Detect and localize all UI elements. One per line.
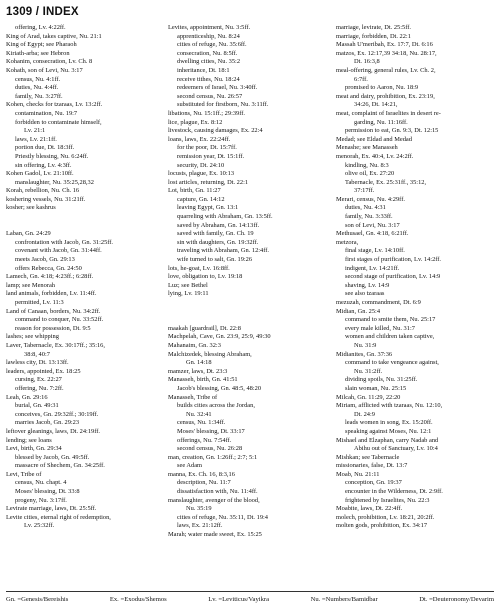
index-entry: Nu. 35:19: [186, 505, 212, 513]
index-entry: Kohen Gadol, Lv. 21:10ff.: [6, 170, 74, 178]
footer-divider: [6, 591, 494, 592]
index-entry: missionaries, false, Dt. 13:7: [336, 462, 408, 470]
index-entry: dwelling cities, Nu. 35:2: [177, 58, 241, 66]
index-entry: lashes; see whipping: [6, 333, 59, 341]
index-entry: portion due, Dt. 18:3ff.: [15, 144, 75, 152]
index-entry: Nu. 31:9: [354, 341, 377, 349]
index-entry: lending; see loans: [6, 436, 52, 444]
index-entry: Nu. 31:2ff.: [354, 367, 383, 375]
index-entry: wife turned to salt, Gn. 19:26: [177, 256, 253, 264]
index-entry: love, obligation to, Lv. 19:18: [168, 273, 243, 281]
section-gap: [168, 316, 332, 325]
index-entry: manslaughter, Nu. 35:25,28,32: [15, 178, 94, 186]
index-entry: Methusael, Gn. 4:18, 6:21ff.: [336, 230, 409, 238]
index-entry: traveling with Abraham, Gn. 12:4ff.: [177, 247, 269, 255]
index-entry: speaking against Moses, Nu. 12:1: [345, 427, 432, 435]
index-entry: shaving, Lv. 14:9: [345, 281, 390, 289]
index-entry: Leah, Gn. 29:16: [6, 393, 48, 401]
index-entry: final stage, Lv. 14:10ff.: [345, 247, 405, 255]
index-entry: conceives, Gn. 29:32ff.; 30:19ff.: [15, 410, 99, 418]
index-entry: loans, laws, Ex. 22:24ff.: [168, 135, 231, 143]
index-entry: command to smite them, Nu. 25:17: [345, 316, 436, 324]
index-entry: cities of refuge, Nu. 35:11, Dt. 19:4: [177, 513, 268, 521]
legend-genesis: Gn. =Genesis/Bereishis: [6, 596, 69, 603]
index-entry: substituted for firstborn, Nu. 3:11ff.: [177, 101, 269, 109]
index-entry: command to take vengeance against,: [345, 359, 439, 367]
index-entry: conception, Gn. 19:37: [345, 479, 402, 487]
index-entry: slain woman, Nu. 25:15: [345, 384, 407, 392]
index-entry: manna, Ex. Ch. 16, 8:3,16: [168, 470, 235, 478]
index-entry: Tabernacle, Ex. 25:31ff., 35:12,: [345, 178, 427, 186]
index-entry: Lv. 21:1: [24, 127, 46, 135]
index-entry: frightened by Israelites, Nu. 22:3: [345, 496, 430, 504]
index-entry: forbidden to contaminate himself,: [15, 118, 102, 126]
index-entry: reason for possession, Dt. 9:5: [15, 324, 91, 332]
index-entry: kindling, Nu. 8:3: [345, 161, 389, 169]
section-gap: [6, 222, 164, 231]
index-entry: Priestly blessing, Nu. 6:24ff.: [15, 152, 89, 160]
index-entry: lying, Lv. 19:11: [168, 290, 209, 298]
index-entry: capture, Gn. 14:12: [177, 195, 225, 203]
index-entry: Mishael and Elzaphan, carry Nadab and: [336, 436, 439, 444]
index-entry: progeny, Nu. 3:17ff.: [15, 496, 67, 504]
index-entry: Levites, appointment, Nu. 3:5ff.: [168, 24, 251, 31]
index-entry: see also tzaraas: [345, 290, 385, 298]
index-entry: Nu. 32:41: [186, 410, 212, 418]
index-entry: blessed by Jacob, Gn. 49:5ff.: [15, 453, 90, 461]
index-entry: dividing spoils, Nu. 31:25ff.: [345, 376, 418, 384]
index-entry: molech, prohibition, Lv. 18:21, 20:2ff.: [336, 513, 435, 521]
index-entry: contamination, Nu. 19:7: [15, 109, 78, 117]
index-entry: permitted, Lv. 11:3: [15, 299, 64, 306]
index-entry: offers Rebecca, Gn. 24:50: [15, 264, 82, 272]
index-entry: lost articles, returning, Dt. 22:1: [168, 178, 249, 186]
index-entry: receive tithes, Nu. 18:24: [177, 75, 240, 83]
index-entry: leaders, appointed, Ex. 18:25: [6, 367, 81, 375]
index-entry: Manasseh, birth, Gn. 41:51: [168, 376, 238, 384]
index-entry: Luz; see Bethel: [168, 281, 208, 289]
index-entry: redeemers of Israel, Nu. 3:40ff.: [177, 84, 258, 92]
page-header: 1309 / INDEX: [6, 6, 79, 18]
index-entry: Kohanim, consecration, Lv. Ch. 8: [6, 58, 93, 66]
index-entry: man, creation, Gn. 1:26ff.; 2:7; 5:1: [168, 453, 258, 461]
index-entry: census, Nu. chapt. 4: [15, 479, 67, 487]
index-entry: see Adam: [177, 462, 203, 470]
index-entry: Lv. 25:32ff.: [24, 522, 55, 530]
index-entry: Moabite, laws, Dt. 22:4ff.: [336, 505, 403, 513]
index-entry: meets Jacob, Gn. 29:13: [15, 256, 75, 264]
index-entry: 34:26, Dt. 14:21,: [354, 101, 398, 109]
index-entry: second census, Nu. 26:57: [177, 92, 243, 100]
index-entry: Levirate marriage, laws, Dt. 25:5ff.: [6, 505, 97, 513]
index-entry: first stages of purification, Lv. 14:2ff.: [345, 256, 442, 264]
legend-leviticus: Lv. =Leviticus/Vayikra: [208, 596, 270, 603]
abbreviation-legend: [6, 595, 494, 604]
index-entry: family, Nu. 3:27ff.: [15, 92, 63, 100]
index-entry: Mishkan; see Tabernacle: [336, 453, 400, 461]
index-entry: lots, he-goat, Lv. 16:8ff.: [168, 264, 230, 272]
index-entry: Levi, Tribe of: [6, 470, 42, 478]
index-entry: Merari, census, Nu. 4:29ff.: [336, 195, 405, 203]
index-entry: cities of refuge, Nu. 35:6ff.: [177, 41, 247, 49]
index-entry: leaving Egypt, Gn. 13:1: [177, 204, 239, 212]
index-entry: Moab, Nu. 21:11: [336, 470, 380, 478]
index-entry: Laver, Tabernacle, Ex. 30:17ff.; 35:16,: [6, 341, 105, 349]
index-entry: Lot, birth, Gn. 11:27: [168, 187, 221, 195]
index-entry: mezuzah, commandment, Dt. 6:9: [336, 299, 421, 306]
index-entry: saved with family, Gn. Ch. 19: [177, 230, 254, 238]
index-entry: massacre of Shechem, Gn. 34:25ff.: [15, 462, 105, 470]
index-entry: garding, Nu. 11:16ff.: [354, 118, 408, 126]
index-entry: Kohen, checks for tzaraas, Lv. 13:2ff.: [6, 101, 103, 109]
index-entry: son of Levi, Nu. 3:17: [345, 221, 400, 229]
index-entry: census, Nu. 4:1ff.: [15, 75, 61, 83]
index-column-2: [168, 24, 332, 584]
index-entry: indigent, Lv. 14:21ff.: [345, 264, 400, 272]
index-entry: meal-offering, general rules, Lv. Ch. 2,: [336, 66, 436, 74]
index-entry: laws, Lv. 21:1ff.: [15, 135, 57, 143]
index-entry: Miriam, afflicted with tzaraas, Nu. 12:10,: [336, 402, 443, 410]
index-entry: Malchizedek, blessing Abraham,: [168, 350, 252, 358]
index-entry: manslaughter, avenger of the blood,: [168, 496, 260, 504]
index-entry: burial, Gn. 49:31: [15, 402, 59, 410]
index-entry: kosher; see kashrus: [6, 204, 56, 212]
index-entry: encounter in the Wilderness, Dt. 2:9ff.: [345, 488, 443, 496]
index-columns: [6, 24, 496, 584]
section-gap: [168, 308, 332, 317]
index-entry: description, Nu. 11:7: [177, 479, 231, 487]
index-entry: quarreling with Abraham, Gn. 13:5ff.: [177, 213, 273, 221]
index-entry: remission year, Dt. 15:1ff.: [177, 152, 245, 160]
index-entry: Moses' blessing, Dt. 33:8: [15, 488, 80, 496]
index-entry: menorah, Ex. 40:4, Lv. 24:2ff.: [336, 152, 414, 160]
index-entry: lawless city, Dt. 13:13ff.: [6, 359, 69, 367]
index-entry: cursing, Ex. 22:27: [15, 376, 62, 384]
index-entry: King of Egypt; see Pharaoh: [6, 41, 77, 49]
index-entry: duties, Nu. 4:4ff.: [15, 84, 59, 92]
index-column-3: [336, 24, 498, 584]
index-entry: koshering vessels, Nu. 31:21ff.: [6, 195, 86, 203]
index-entry: command to conquer, Nu. 33:52ff.: [15, 316, 104, 324]
index-entry: Milcah, Gn. 11:29, 22:20: [336, 393, 401, 401]
index-entry: meat and dairy, prohibition, Ex. 23:19,: [336, 92, 435, 100]
index-entry: Marah; water made sweet, Ex. 15:25: [168, 531, 262, 539]
index-entry: maakah [guardrail], Dt. 22:8: [168, 324, 241, 332]
index-entry: livestock, causing damages, Ex. 22:4: [168, 127, 263, 135]
index-entry: mamzer, laws, Dt. 23:3: [168, 367, 228, 375]
index-entry: second stage of purification, Lv. 14:9: [345, 273, 441, 281]
index-entry: Lamech, Gn. 4:18; 4:23ff.; 6:28ff.: [6, 273, 94, 281]
index-entry: Medad; see Eldad and Medad: [336, 135, 412, 143]
index-entry: builds cities across the Jordan,: [177, 402, 255, 410]
index-entry: Kohath, son of Levi, Nu. 3:17: [6, 66, 83, 74]
index-entry: security, Dt. 24:10: [177, 161, 225, 169]
index-entry: leads women in song, Ex. 15:20ff.: [345, 419, 433, 427]
index-entry: offering, Lv. 4:22ff.: [15, 24, 66, 31]
index-entry: metzora,: [336, 238, 359, 246]
index-entry: Abihu out of Sanctuary, Lv. 10:4: [354, 445, 438, 453]
index-entry: sin offering, Lv. 4:3ff.: [15, 161, 72, 169]
index-entry: marriage, forbidden, Dt. 22:1: [336, 32, 411, 40]
index-entry: 38:8, 40:7: [24, 350, 50, 358]
index-column-1: [6, 24, 164, 584]
index-entry: Gn. 14:18: [186, 359, 212, 367]
index-entry: Laban, Gn. 24:29: [6, 230, 51, 238]
index-entry: promised to Aaron, Nu. 18:9: [345, 84, 419, 92]
index-entry: Menashe; see Manasseh: [336, 144, 398, 152]
index-entry: for the poor, Dt. 15:7ff.: [177, 144, 237, 152]
index-entry: consecration, Nu. 8:5ff.: [177, 49, 238, 57]
index-entry: Mahanaim, Gn. 32:3: [168, 341, 221, 349]
index-entry: census, Nu. 1:34ff.: [177, 419, 226, 427]
index-entry: Midian, Gn. 25:4: [336, 307, 381, 315]
index-entry: Manasseh, Tribe of: [168, 393, 218, 401]
index-entry: second census, Nu. 26:28: [177, 445, 243, 453]
index-entry: olive oil, Ex. 27:20: [345, 170, 395, 178]
index-entry: apprenticeship, Nu. 8:24: [177, 32, 240, 40]
index-entry: meat, complaint of Israelites in desert re-: [336, 109, 441, 117]
index-entry: duties, Nu. 4:31: [345, 204, 386, 212]
index-entry: Midianites, Gn. 37:36: [336, 350, 393, 358]
index-entry: covenant with Jacob, Gn. 31:44ff.: [15, 247, 102, 255]
index-entry: 6:7ff.: [354, 75, 368, 83]
section-gap: [6, 213, 164, 222]
index-entry: Massah U'meribah, Ex. 17:7, Dt. 6:16: [336, 41, 433, 49]
legend-deuteronomy: Dt. =Deuteronomy/Devarim: [419, 596, 494, 603]
index-entry: Dt. 16:3,8: [354, 58, 380, 66]
index-entry: dissatisfaction with, Nu. 11:4ff.: [177, 488, 258, 496]
index-entry: molten gods, prohibition, Ex. 34:17: [336, 522, 428, 530]
index-entry: Land of Canaan, borders, Nu. 34:2ff.: [6, 307, 101, 315]
index-entry: inheritance, Dt. 18:1: [177, 66, 230, 74]
index-entry: offerings, Nu. 7:54ff.: [177, 436, 232, 444]
index-entry: Kiriath-arba; see Hebron: [6, 49, 70, 57]
index-entry: saved by Abraham, Gn. 14:13ff.: [177, 221, 260, 229]
index-entry: lice, plague, Ex. 8:12: [168, 118, 223, 126]
index-entry: marries Jacob, Gn. 29:23: [15, 419, 80, 427]
index-entry: every male killed, Nu. 31:7: [345, 324, 415, 332]
index-entry: Levite cities, eternal right of redemption,: [6, 513, 111, 521]
section-gap: [168, 299, 332, 308]
index-entry: lamp; see Menorah: [6, 281, 55, 289]
legend-exodus: Ex. =Exodus/Shemos: [109, 596, 167, 603]
index-entry: leftover gleanings, laws, Dt. 24:19ff.: [6, 427, 100, 435]
index-entry: family, Nu. 3:33ff.: [345, 213, 393, 221]
index-entry: Machpelah, Cave, Gn. 23:9, 25:9, 49:30: [168, 333, 271, 341]
index-entry: Korah, rebellion, Nu. Ch. 16: [6, 187, 80, 195]
index-entry: 37:17ff.: [354, 187, 375, 195]
index-entry: libations, Nu. 15:1ff.; 29:39ff.: [168, 109, 245, 117]
index-entry: Jacob's blessing, Gn. 48:5, 48:20: [177, 384, 262, 392]
index-entry: marriage, levirate, Dt. 25:5ff.: [336, 24, 411, 31]
index-entry: King of Arad, takes captive, Nu. 21:1: [6, 32, 102, 40]
index-entry: Levi, birth, Gn. 29:34: [6, 445, 62, 453]
index-entry: confrontation with Jacob, Gn. 31:25ff.: [15, 238, 114, 246]
index-entry: laws, Ex. 21:12ff.: [177, 522, 223, 530]
index-entry: offering, Nu. 7:2ff.: [15, 384, 64, 392]
index-entry: sin with daughters, Gn. 19:32ff.: [177, 238, 259, 246]
legend-numbers: Nu. =Numbers/Bamidbar: [310, 596, 378, 603]
index-entry: land animals, forbidden, Lv. 11:4ff.: [6, 290, 97, 298]
index-entry: women and children taken captive,: [345, 333, 435, 341]
index-entry: locusts, plague, Ex. 10:13: [168, 170, 235, 178]
index-entry: Dt. 24:9: [354, 410, 375, 418]
index-entry: matzos, Ex. 12:17,39 34:18, Nu. 28:17,: [336, 49, 437, 57]
index-entry: Moses' blessing, Dt. 33:17: [177, 427, 245, 435]
index-entry: permission to eat, Gn. 9:3, Dt. 12:15: [345, 127, 439, 135]
